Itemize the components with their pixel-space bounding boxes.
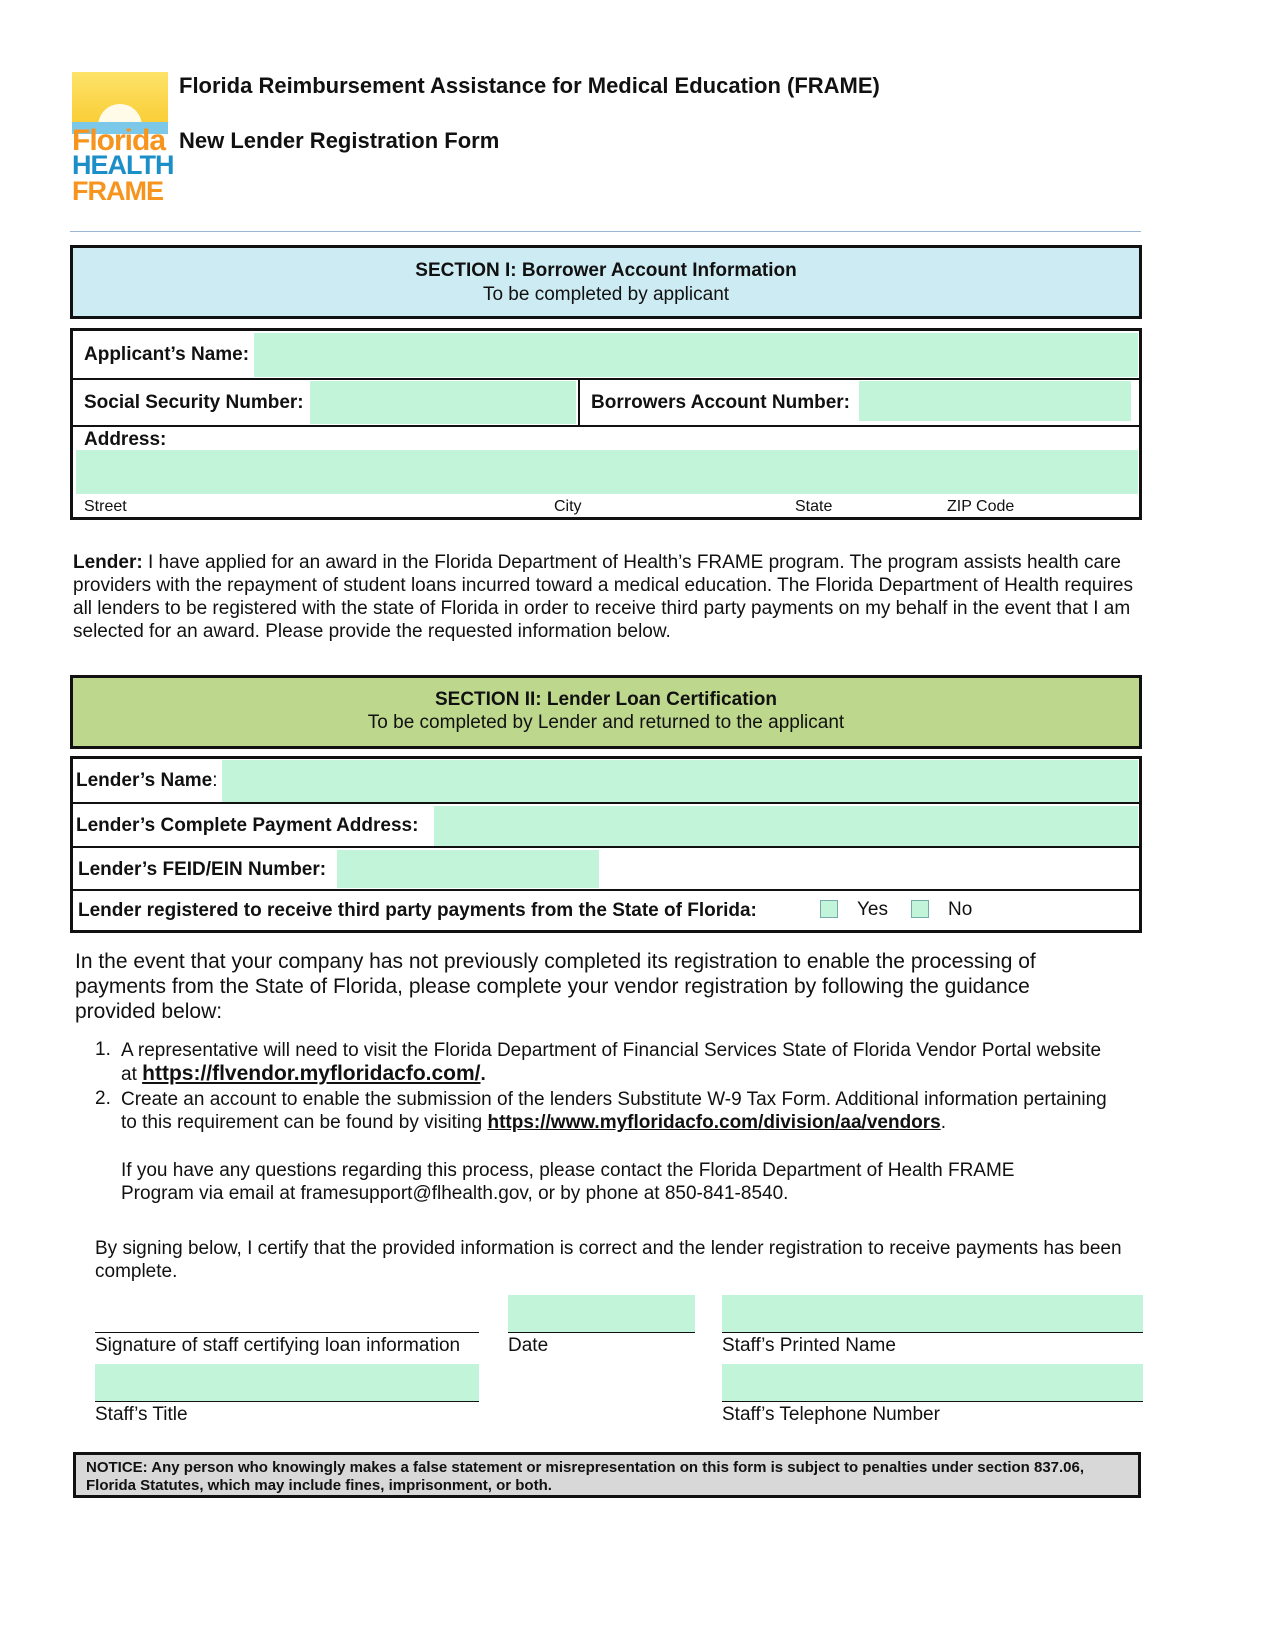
signature-label: Signature of staff certifying loan information — [95, 1335, 461, 1356]
address-label: Address: — [84, 429, 167, 450]
row-divider — [73, 425, 1139, 427]
section2-heading: SECTION II: Lender Loan Certification — [434, 689, 778, 710]
applicant-name-label: Applicant’s Name: — [84, 344, 250, 365]
row-divider — [73, 846, 1139, 848]
date-input[interactable] — [508, 1295, 695, 1332]
header-divider — [70, 231, 1141, 232]
contact-paragraph: If you have any questions regarding this process, please contact the Florida Department of Health FRAME Program via email at framesupport@flhealth.gov, or by phone at 850-841-8540. — [121, 1160, 1015, 1204]
feid-label: Lender’s FEID/EIN Number: — [78, 859, 327, 880]
cell-divider — [578, 378, 580, 425]
title-line — [95, 1401, 479, 1402]
list-item-1: A representative will need to visit the Florida Department of Financial Services State of Florida Vendor Portal website at https://flvendor.myfloridacfo.com/. — [121, 1040, 1102, 1085]
lender-name-input[interactable] — [222, 760, 1138, 802]
account-number-input[interactable] — [859, 381, 1131, 421]
lender-name-label: Lender’s Name: — [76, 770, 218, 791]
list-item-2: Create an account to enable the submission of the lenders Substitute W-9 Tax Form. Additional information pertaining to this requirement can be found by visiting https://www.myfloridacfo.com/division/aa/vendors. — [121, 1089, 1107, 1133]
registered-label: Lender registered to receive third party payments from the State of Florida: — [78, 900, 757, 921]
payment-address-label: Lender’s Complete Payment Address: — [76, 815, 419, 836]
logo-text-frame: FRAME — [72, 176, 163, 206]
no-label: No — [948, 899, 973, 920]
certify-paragraph: By signing below, I certify that the provided information is correct and the lender registration to receive payments has been complete. — [95, 1238, 1122, 1282]
date-label: Date — [508, 1335, 549, 1356]
ssn-label: Social Security Number: — [84, 392, 304, 413]
flvendor-link[interactable]: https://flvendor.myfloridacfo.com/ — [142, 1062, 481, 1085]
section2-subheading: To be completed by Lender and returned to the applicant — [367, 712, 845, 733]
no-checkbox[interactable] — [911, 900, 929, 918]
page-subtitle: New Lender Registration Form — [179, 128, 500, 153]
lender-intro-text: I have applied for an award in the Florida Department of Health’s FRAME program. The program assists health care providers with the repayment of student loans incurred toward a medical education. The Florida Department of Health requires all lenders to be registered with the state of Florida in order to receive third party payments on my behalf in the event that I am selected for an award. Please provide the requested information below. — [73, 552, 1133, 642]
printed-name-label: Staff’s Printed Name — [722, 1335, 896, 1356]
feid-input[interactable] — [337, 850, 599, 888]
signature-line — [95, 1332, 479, 1333]
section1-subheading: To be completed by applicant — [482, 284, 730, 305]
guidance-intro: In the event that your company has not previously completed its registration to enable the processing of payments from the State of Florida, please complete your vendor registration by following the guidance provided below: — [75, 950, 1036, 1023]
telephone-line — [722, 1401, 1143, 1402]
address-input[interactable] — [76, 450, 1138, 494]
florida-health-frame-logo — [72, 72, 174, 206]
list-number-1: 1. — [95, 1039, 111, 1060]
lender-intro-paragraph — [73, 551, 1148, 643]
yes-checkbox[interactable] — [820, 900, 838, 918]
legal-notice: NOTICE: Any person who knowingly makes a false statement or misrepresentation on this form is subject to penalties under section 837.06, Florida Statutes, which may include fines, imprisonment, or both. — [73, 1452, 1141, 1498]
yes-label: Yes — [857, 899, 888, 920]
zip-label: ZIP Code — [947, 498, 1015, 515]
state-label: State — [795, 498, 833, 515]
vendors-link[interactable]: https://www.myfloridacfo.com/division/aa/vendors — [487, 1112, 941, 1133]
list-number-2: 2. — [95, 1088, 111, 1109]
title-input[interactable] — [95, 1364, 479, 1401]
city-label: City — [554, 498, 582, 515]
logo-text-health: HEALTH — [72, 150, 174, 180]
date-line — [508, 1332, 695, 1333]
row-divider — [73, 378, 1139, 380]
logo-text-florida: Florida — [72, 124, 166, 157]
street-label: Street — [84, 498, 127, 515]
payment-address-input[interactable] — [434, 806, 1138, 846]
ssn-input[interactable] — [310, 381, 576, 424]
page-title: Florida Reimbursement Assistance for Medical Education (FRAME) — [179, 73, 880, 98]
section1-header — [70, 245, 1142, 319]
printed-name-line — [722, 1332, 1143, 1333]
row-divider — [73, 889, 1139, 891]
account-number-label: Borrowers Account Number: — [591, 392, 850, 413]
applicant-name-input[interactable] — [254, 333, 1138, 377]
telephone-label: Staff’s Telephone Number — [722, 1404, 940, 1425]
section2-header — [70, 675, 1142, 749]
printed-name-input[interactable] — [722, 1295, 1143, 1332]
section1-heading: SECTION I: Borrower Account Information — [415, 260, 797, 281]
lender-intro-bold: Lender: — [73, 552, 143, 573]
row-divider — [73, 802, 1139, 804]
telephone-input[interactable] — [722, 1364, 1143, 1401]
title-label: Staff’s Title — [95, 1404, 188, 1425]
